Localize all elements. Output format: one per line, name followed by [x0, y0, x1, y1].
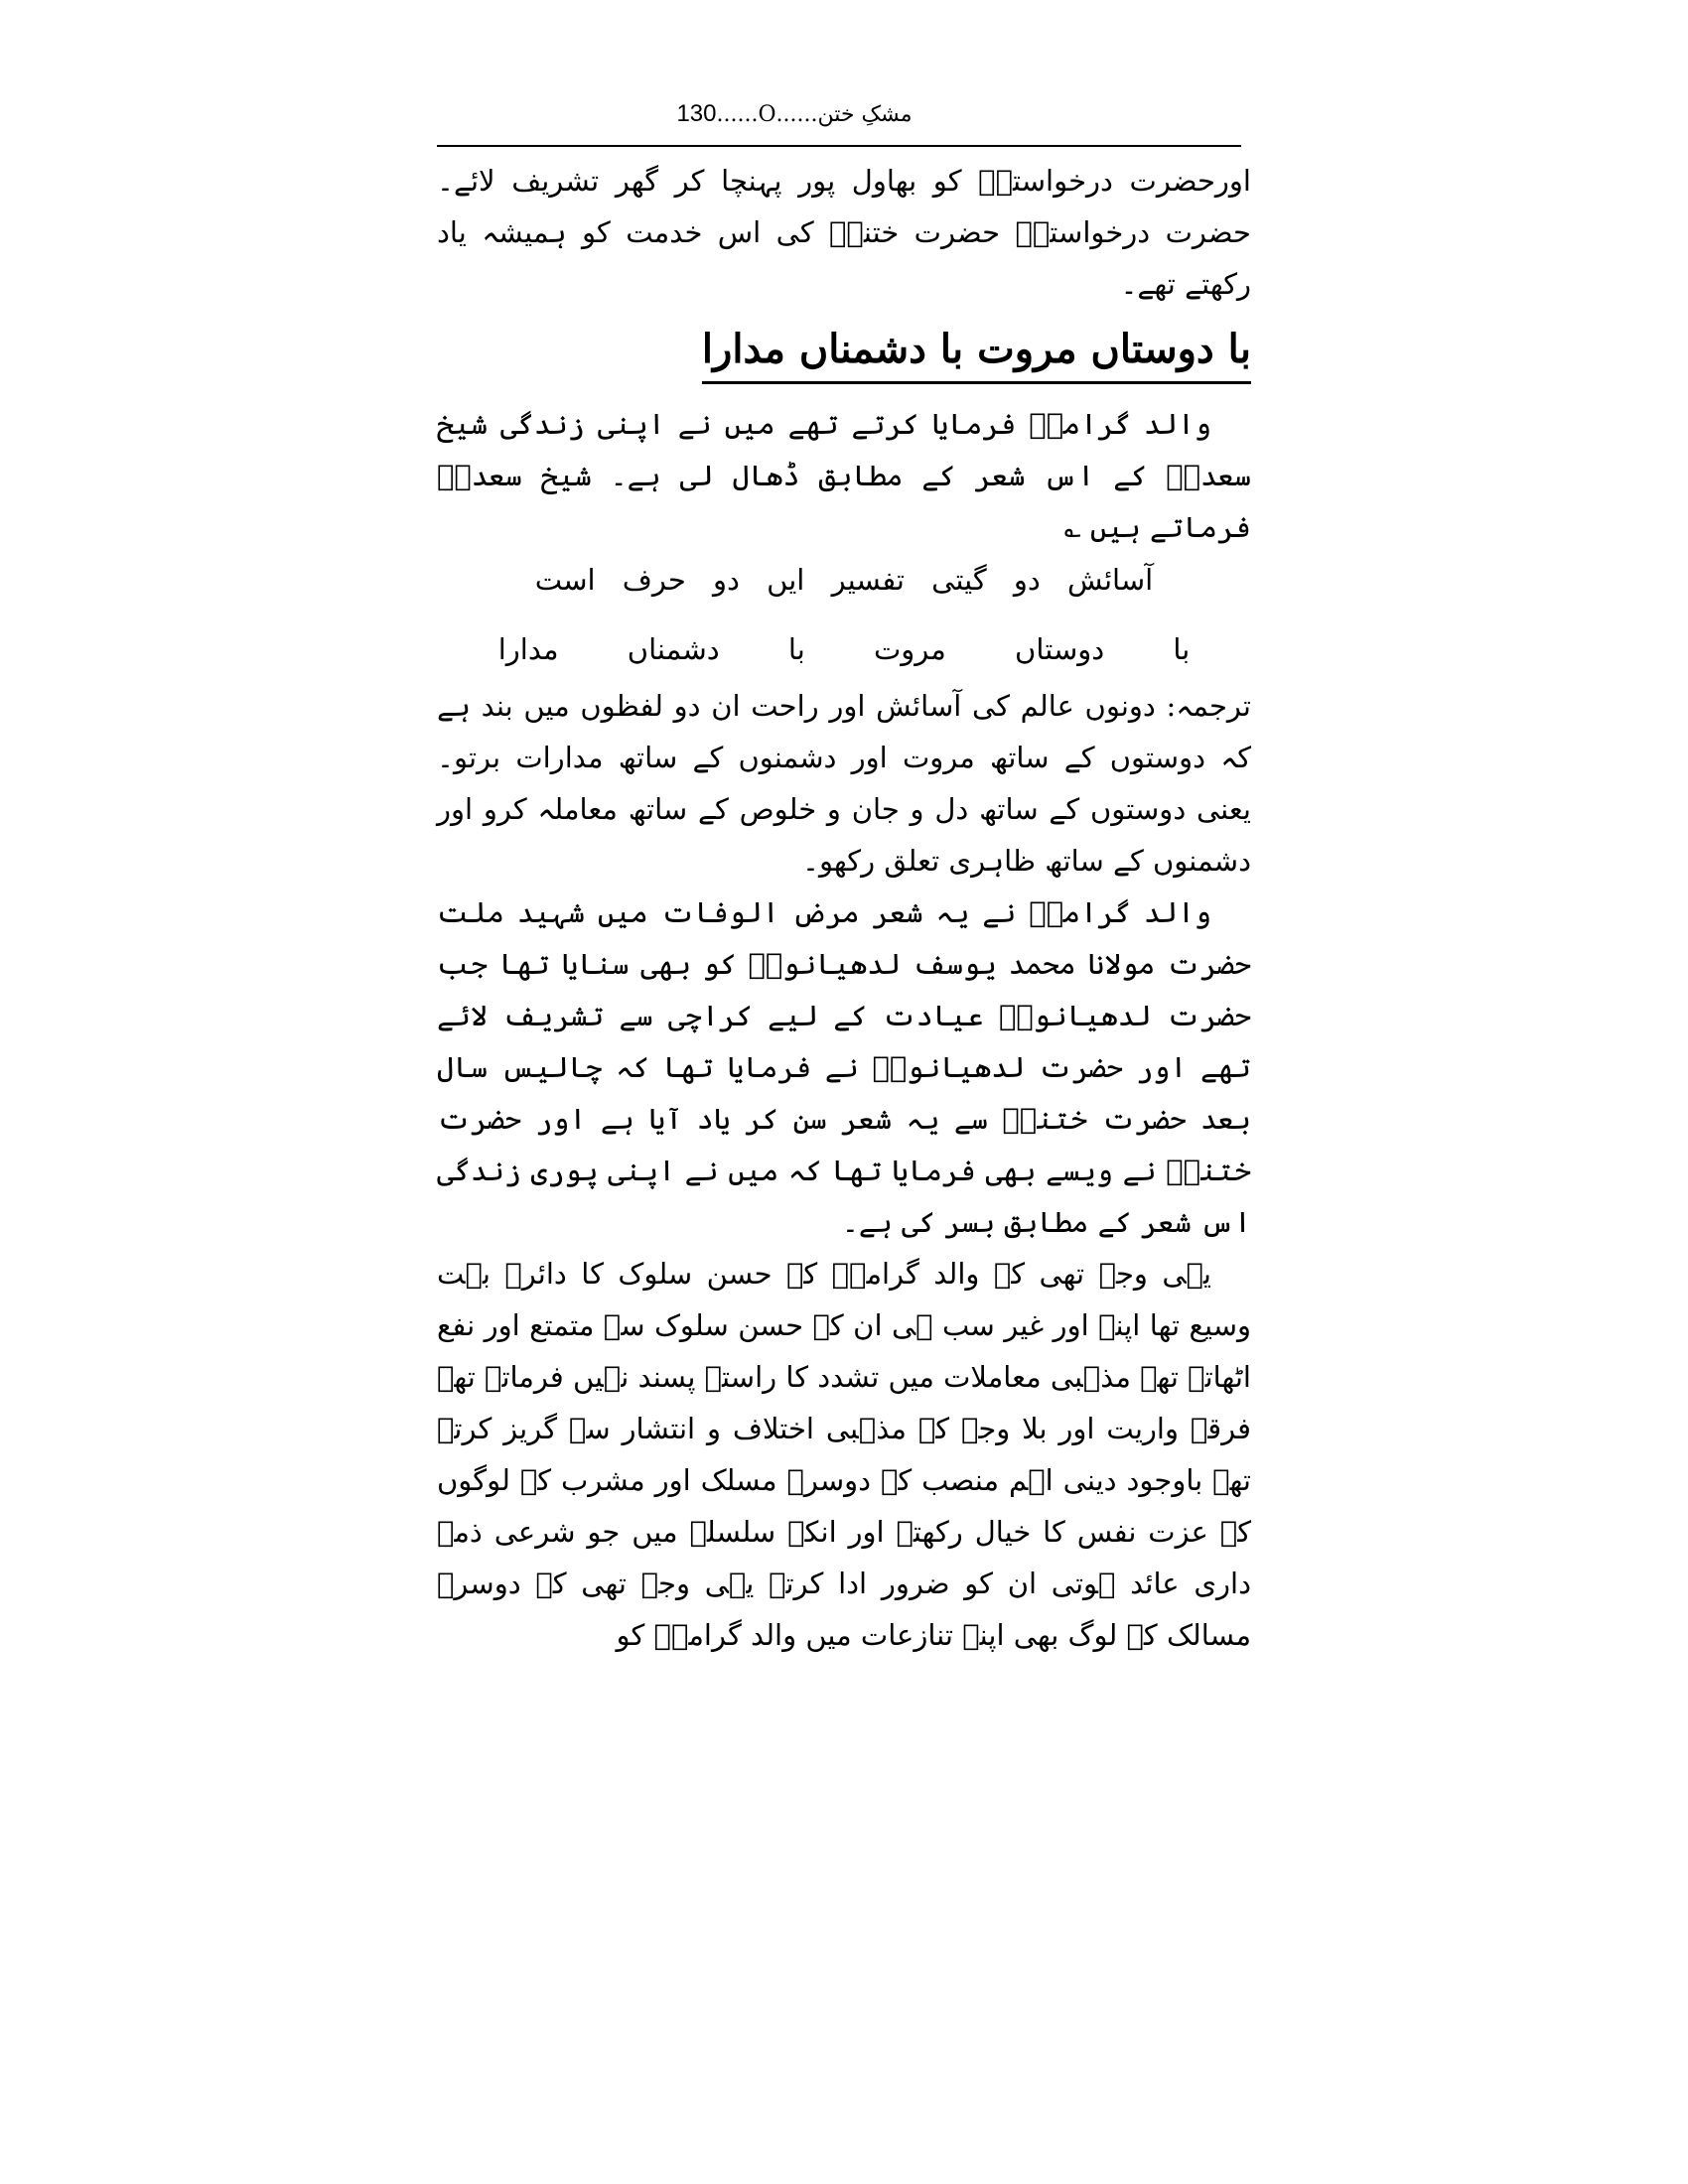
section-heading: با دوستاں مروت با دشمناں مدارا [702, 320, 1251, 384]
verse-line-1: آسائش دو گیتی تفسیر ایں دو حرف است [534, 563, 1154, 597]
page-header [635, 97, 953, 131]
paragraph-2: والد گرامیؒ فرمایا کرتے تھے میں نے اپنی زندگی شیخ سعدیؒ کے اس شعر کے مطابق ڈھال لی ہے۔ شیخ سعدیؒ فرماتے ہیں ؎ [437, 407, 1251, 544]
page-number: 130 [676, 100, 717, 127]
paragraph-1: اورحضرت درخواستیؒ کو بھاول پور پہنچا کر گھر تشریف لائے۔ حضرت درخواستیؒ حضرت ختنیؒ کی اس خدمت کو ہمیشہ یاد رکھتے تھے۔ [437, 164, 1251, 301]
header-rule [437, 145, 1241, 147]
translation-paragraph: ترجمہ: دونوں عالم کی آسائش اور راحت ان دو لفظوں میں بند ہے کہ دوستوں کے ساتھ مروت اور دشمنوں کے ساتھ مدارات برتو۔ یعنی دوستوں کے ساتھ دل و جان و خلوص کے ساتھ معاملہ کرو اور دشمنوں کے ساتھ ظاہری تعلق رکھو۔ [437, 689, 1251, 878]
header-separator: ......O...... [716, 102, 818, 127]
book-title: مشکِ ختن [817, 102, 913, 127]
verse-line-2: با دوستاں مروت با دشمناں مدارا [497, 632, 1191, 666]
page-body [437, 155, 1251, 1661]
paragraph-4: والد گرامیؒ نے یہ شعر مرض الوفات میں شہید ملت حضرت مولانا محمد یوسف لدھیانویؒ کو بھی سنایا تھا جب حضرت لدھیانویؒ عیادت کے لیے کراچی سے تشریف لائے تھے اور حضرت لدھیانویؒ نے فرمایا تھا کہ چالیس سال بعد حضرت ختنیؒ سے یہ شعر سن کر یاد آیا ہے اور حضرت ختنیؒ نے ویسے بھی فرمایا تھا کہ میں نے اپنی پوری زندگی اس شعر کے مطابق بسر کی ہے۔ [437, 895, 1251, 1239]
paragraph-5: یہی وجہ تھی کہ والد گرامیؒ کے حسن سلوک کا دائرہ بہت وسیع تھا اپنے اور غیر سب ہی ان کے حسن سلوک سے متمتع اور نفع اٹھاتے تھے مذہبی معاملات میں تشدد کا راستہ پسند نہیں فرماتے تھے فرقہ واریت اور بلا وجہ کے مذہبی اختلاف و انتشار سے گریز کرتے تھے باوجود دینی اہم منصب کے دوسرے مسلک اور مشرب کے لوگوں کے عزت نفس کا خیال رکھتے اور انکے سلسلے میں جو شرعی ذمہ داری عائد ہوتی ان کو ضرور ادا کرتے یہی وجہ تھی کہ دوسرے مسالک کے لوگ بھی اپنے تنازعات میں والد گرامیؒ کو [437, 1257, 1251, 1652]
section-heading-wrap [437, 320, 1251, 384]
